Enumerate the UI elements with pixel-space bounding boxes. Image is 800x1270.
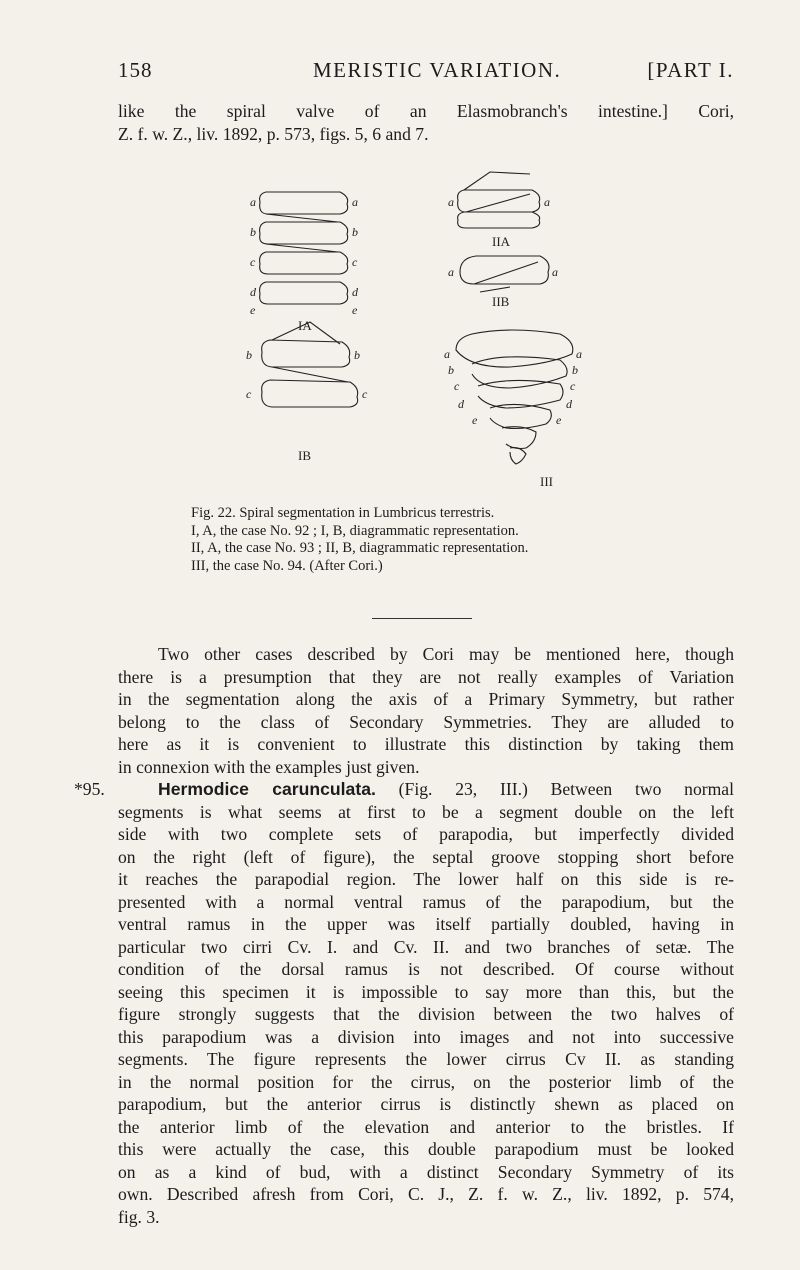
label-iii-c-left: c xyxy=(454,379,460,393)
label-c-right: c xyxy=(352,255,358,269)
para2-line: particular two cirri Cv. I. and Cv. II. and two branches of setæ. The xyxy=(118,936,734,957)
caption-line-2: I, A, the case No. 92 ; I, B, diagrammatic representation. xyxy=(191,522,519,539)
label-iii-a-right: a xyxy=(576,347,582,361)
label-a-left: a xyxy=(250,195,256,209)
label-d-left: d xyxy=(250,285,256,299)
label-IB: IB xyxy=(298,448,311,463)
intro-line-1: like the spiral valve of an Elasmobranch's intestine.] Cori, xyxy=(118,101,734,121)
label-ib-c-left: c xyxy=(246,387,252,401)
label-c-left: c xyxy=(250,255,256,269)
label-d-right: d xyxy=(352,285,358,299)
para1-line: in the segmentation along the axis of a Primary Symmetry, but rather xyxy=(118,689,734,709)
label-e-right: e xyxy=(352,303,358,317)
para2-line: figure strongly suggests that the division between the two halves of xyxy=(118,1004,734,1024)
para1-line: here as it is convenient to illustrate this distinction by taking them xyxy=(118,734,734,754)
para2-line: the anterior limb of the elevation and anterior to the bristles. If xyxy=(118,1116,734,1137)
para2-line: on the right (left of figure), the septal groove stopping short before xyxy=(118,846,734,867)
para2-line: seeing this specimen it is impossible to say more than this, but the xyxy=(118,981,734,1002)
running-title: MERISTIC VARIATION. xyxy=(313,58,562,82)
diagram-iib xyxy=(460,256,549,292)
para2-line: it reaches the parapodial region. The lower half on this side is re- xyxy=(118,869,734,889)
label-iib-a-right: a xyxy=(552,265,558,279)
label-a-right: a xyxy=(352,195,358,209)
para1-line: belong to the class of Secondary Symmetries. They are alluded to xyxy=(118,711,734,732)
label-iii-e-left: e xyxy=(472,413,478,427)
label-iii-b-left: b xyxy=(448,363,454,377)
section-number: *95. xyxy=(74,779,105,799)
label-ib-b-right: b xyxy=(354,348,360,362)
part-label: [PART I. xyxy=(647,58,734,82)
label-iii-a-left: a xyxy=(444,347,450,361)
diagram-ia xyxy=(260,192,348,304)
paragraph-2 xyxy=(74,778,734,1228)
diagram-iii xyxy=(456,330,573,464)
figure-caption xyxy=(191,505,651,575)
page-number: 158 xyxy=(118,58,153,82)
section-divider xyxy=(372,618,472,619)
label-ib-b-left: b xyxy=(246,348,252,362)
para2-first-line xyxy=(118,778,734,801)
label-iii-d-left: d xyxy=(458,397,464,411)
para2-line: presented with a normal ventral ramus of the parapodium, but the xyxy=(118,891,734,912)
label-III: III xyxy=(540,474,553,489)
label-iii-d-right: d xyxy=(566,397,572,411)
label-iia-a-left: a xyxy=(448,195,454,209)
label-e-left: e xyxy=(250,303,256,317)
para2-line: side with two complete sets of parapodia, but imperfectly divided xyxy=(118,824,734,844)
caption-line-1: Fig. 22. Spiral segmentation in Lumbricus terrestris. xyxy=(191,505,495,521)
para2-line: parapodium, but the anterior cirrus is distinctly shewn as placed on xyxy=(118,1094,734,1114)
label-iii-c-right: c xyxy=(570,379,576,393)
page-header xyxy=(118,58,734,84)
para2-line: this were actually the case, this double parapodium must be looked xyxy=(118,1139,734,1159)
label-b-right: b xyxy=(352,225,358,239)
caption-line-3: II, A, the case No. 93 ; II, B, diagrammatic representation. xyxy=(191,540,529,556)
diagram-ib xyxy=(262,322,358,407)
label-iia-a-right: a xyxy=(544,195,550,209)
label-IA: IA xyxy=(298,318,312,333)
label-IIA: IIA xyxy=(492,234,511,249)
label-iii-b-right: b xyxy=(572,363,578,377)
paragraph-1 xyxy=(118,643,734,778)
label-b-left: b xyxy=(250,225,256,239)
heading-rest: (Fig. 23, III.) Between two normal xyxy=(375,779,734,799)
label-iib-a-left: a xyxy=(448,265,454,279)
diagram-iia xyxy=(458,172,540,228)
intro-line-2: Z. f. w. Z., liv. 1892, p. 573, figs. 5, 6 and 7. xyxy=(118,123,429,144)
para2-line: on as a kind of bud, with a distinct Secondary Symmetry of its xyxy=(118,1161,734,1182)
para2-line: this parapodium was a division into images and not into successive xyxy=(118,1026,734,1047)
label-IIB: IIB xyxy=(492,294,510,309)
para2-line: own. Described afresh from Cori, C. J., Z. f. w. Z., liv. 1892, p. 574, xyxy=(118,1184,734,1204)
para2-line: condition of the dorsal ramus is not described. Of course without xyxy=(118,959,734,979)
caption-line-4: III, the case No. 94. (After Cori.) xyxy=(191,557,383,574)
para2-line: fig. 3. xyxy=(118,1206,160,1227)
species-heading: Hermodice carunculata. xyxy=(158,779,376,799)
label-iii-e-right: e xyxy=(556,413,562,427)
para1-line: Two other cases described by Cori may be mentioned here, though xyxy=(158,644,734,664)
figure-spiral-segmentation xyxy=(210,162,630,502)
para2-line: ventral ramus in the upper was itself partially doubled, having in xyxy=(118,914,734,934)
para2-line: segments. The figure represents the lower cirrus Cv II. as standing xyxy=(118,1049,734,1069)
intro-text xyxy=(118,100,734,145)
para2-line: segments is what seems at first to be a segment double on the left xyxy=(118,801,734,822)
para2-line: in the normal position for the cirrus, on the posterior limb of the xyxy=(118,1071,734,1092)
label-ib-c-right: c xyxy=(362,387,368,401)
para1-line: there is a presumption that they are not really examples of Variation xyxy=(118,666,734,687)
para1-line: in connexion with the examples just given. xyxy=(118,756,420,777)
